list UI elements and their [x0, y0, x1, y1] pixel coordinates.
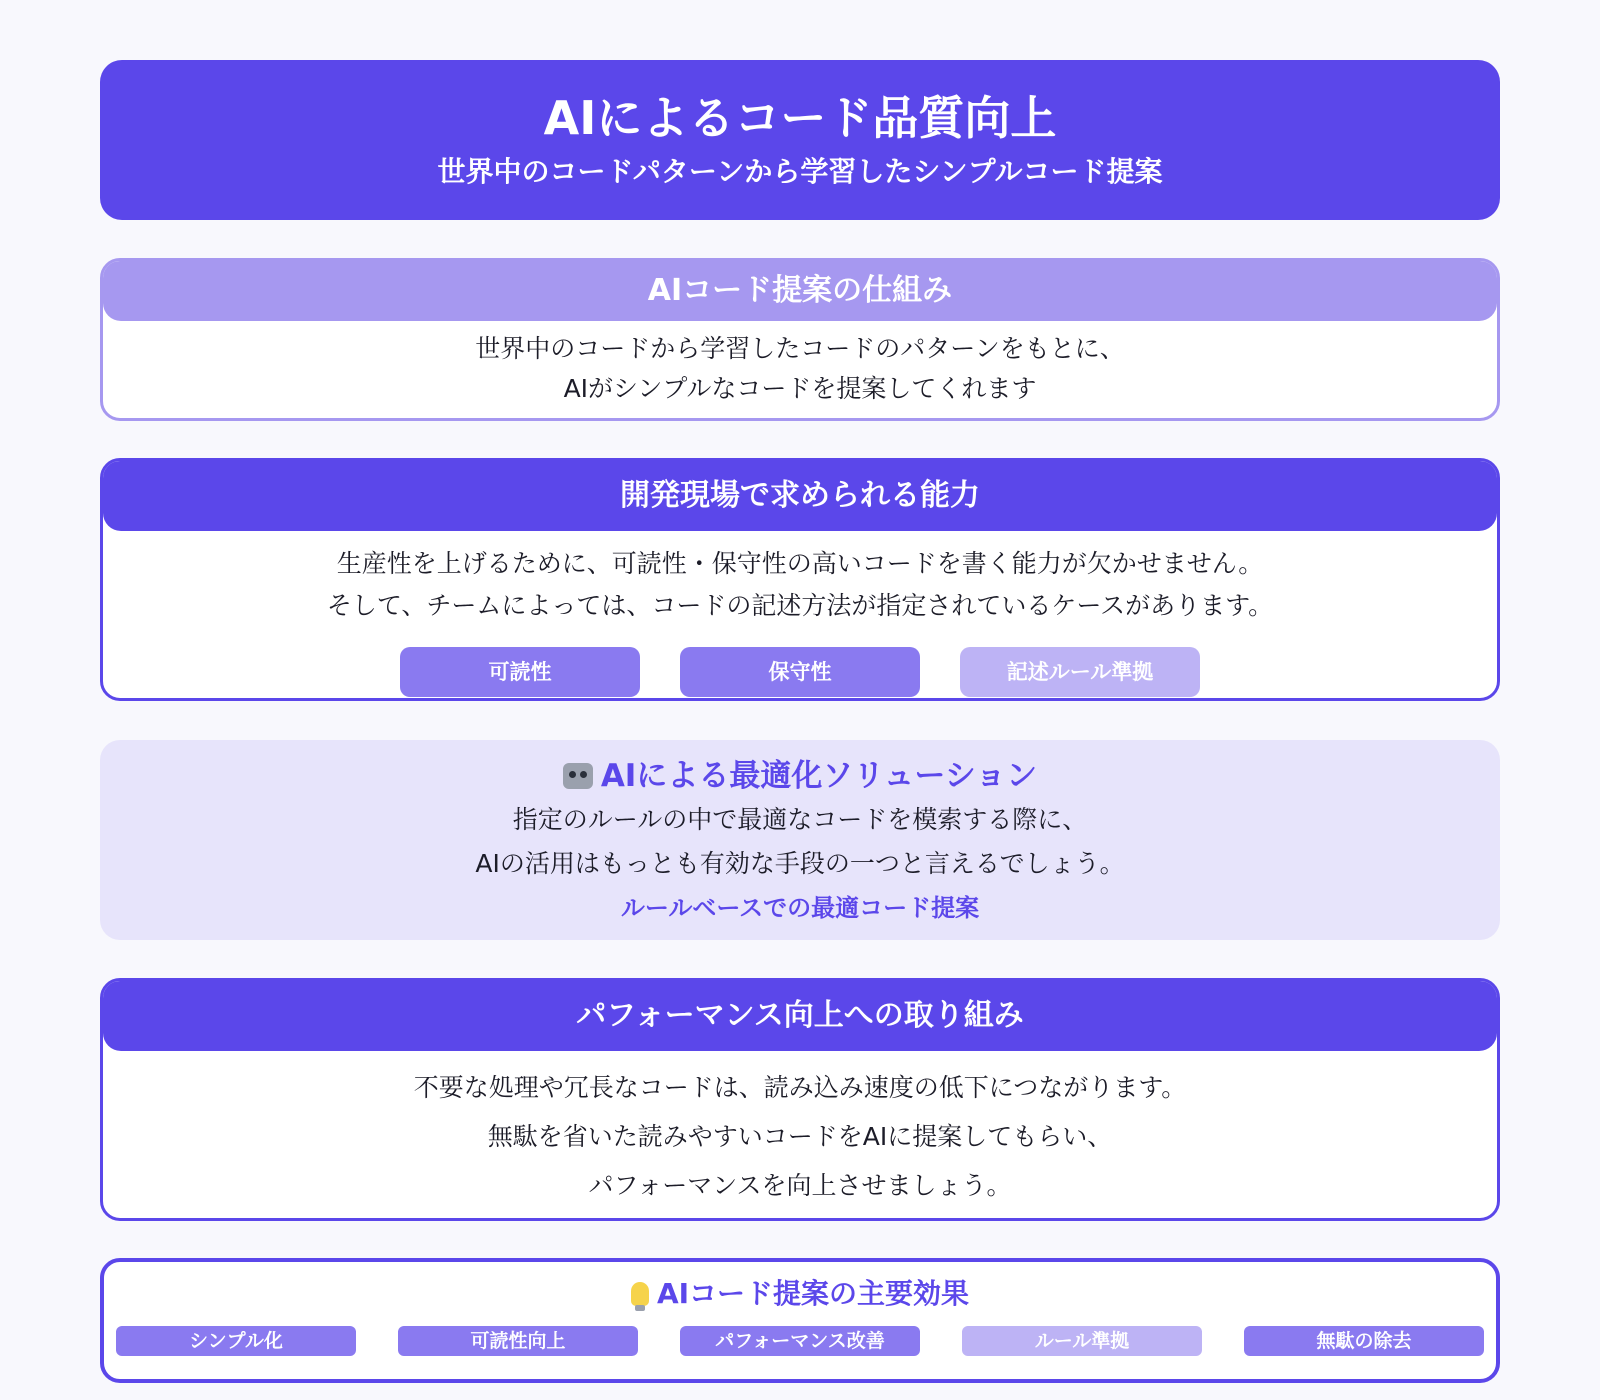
- tag-maintainability: 保守性: [680, 647, 920, 697]
- effect-rule-compliance: ルール準拠: [962, 1326, 1202, 1356]
- performance-line: 不要な処理や冗長なコードは、読み込み速度の低下につながります。: [413, 1073, 1187, 1102]
- skills-card-body: [103, 531, 1497, 697]
- effects-panel: [100, 1258, 1500, 1383]
- page-title: AIによるコード品質向上: [543, 91, 1057, 145]
- effects-title: [104, 1262, 1496, 1314]
- mechanism-card: [100, 258, 1500, 421]
- effect-readability: 可読性向上: [398, 1326, 638, 1356]
- performance-line: 無駄を省いた読みやすいコードをAIに提案してもらい、: [487, 1122, 1113, 1151]
- effect-simplification: シンプル化: [116, 1326, 356, 1356]
- tag-rule-compliance: 記述ルール準拠: [960, 647, 1200, 697]
- hero-banner: [100, 60, 1500, 220]
- skills-card-title: 開発現場で求められる能力: [103, 461, 1497, 531]
- lightbulb-icon: [631, 1282, 649, 1306]
- solution-title: [100, 740, 1500, 798]
- mechanism-line: AIがシンプルなコードを提案してくれます: [563, 374, 1037, 403]
- page-subtitle: 世界中のコードパターンから学習したシンプルコード提案: [437, 155, 1163, 188]
- solution-line: 指定のルールの中で最適なコードを模索する際に、: [512, 805, 1088, 834]
- effects-row: [104, 1326, 1496, 1356]
- solution-line: AIの活用はもっとも有効な手段の一つと言えるでしょう。: [475, 849, 1125, 878]
- solution-panel: [100, 740, 1500, 940]
- mechanism-line: 世界中のコードから学習したコードのパターンをもとに、: [475, 334, 1125, 363]
- performance-line: パフォーマンスを向上させましょう。: [588, 1171, 1012, 1200]
- skills-line: そして、チームによっては、コードの記述方法が指定されているケースがあります。: [326, 591, 1274, 620]
- effect-waste-removal: 無駄の除去: [1244, 1326, 1484, 1356]
- robot-icon: [563, 763, 593, 789]
- performance-card-title: パフォーマンス向上への取り組み: [103, 981, 1497, 1051]
- performance-card: [100, 978, 1500, 1221]
- mechanism-card-body: [103, 321, 1497, 409]
- skills-card: [100, 458, 1500, 701]
- skills-line: 生産性を上げるために、可読性・保守性の高いコードを書く能力が欠かせません。: [336, 549, 1264, 578]
- mechanism-card-title: AIコード提案の仕組み: [103, 261, 1497, 321]
- effects-title-text: AIコード提案の主要効果: [656, 1277, 970, 1310]
- tag-readability: 可読性: [400, 647, 640, 697]
- solution-title-text: AIによる最適化ソリューション: [600, 758, 1038, 794]
- skills-tag-row: [103, 647, 1497, 697]
- solution-highlight: ルールベースでの最適コード提案: [620, 894, 980, 922]
- effect-performance: パフォーマンス改善: [680, 1326, 920, 1356]
- performance-card-body: [103, 1051, 1497, 1210]
